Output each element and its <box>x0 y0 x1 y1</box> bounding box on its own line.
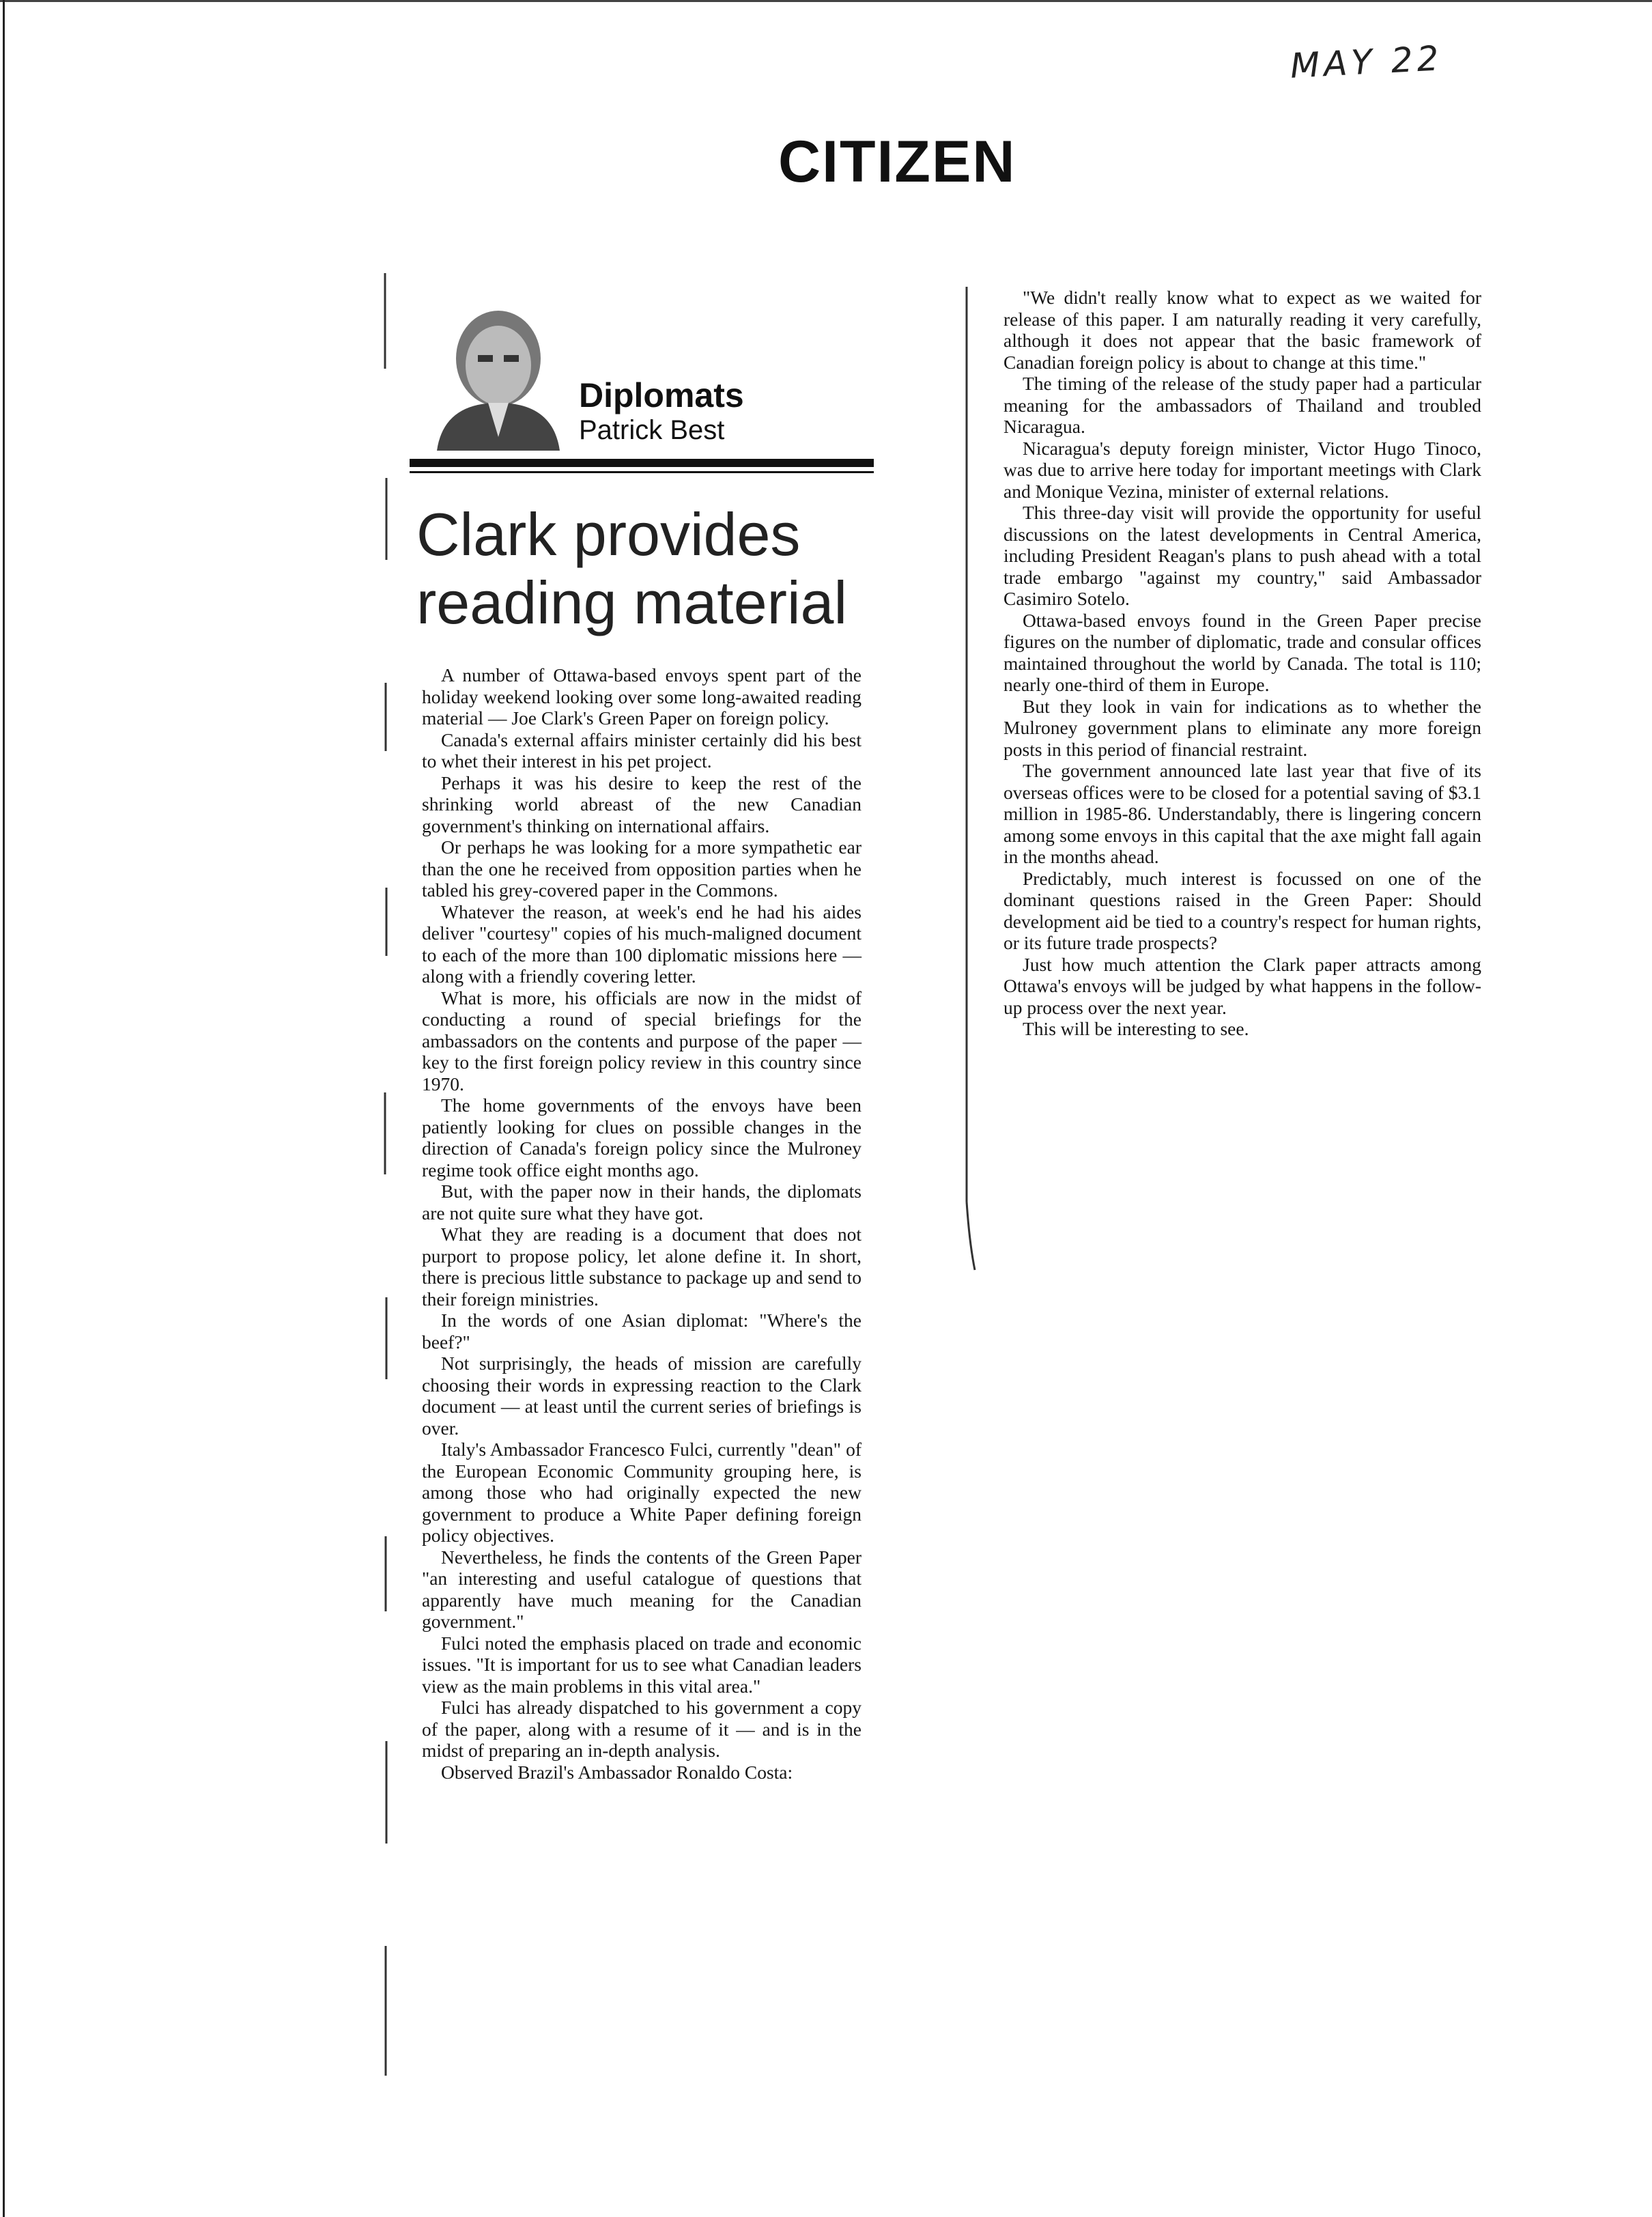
paragraph: Predictably, much interest is focussed on one of the dominant questions raised in the Green Paper: Should development aid be tied to a country's respect for human rights, or its future trade prospects? <box>1003 867 1481 953</box>
paragraph: Ottawa-based envoys found in the Green Paper precise figures on the number of diplomatic, trade and consular offices maintained throughout the world by Canada. The total is 110; nearly one-third of them in Europe. <box>1003 609 1481 695</box>
author-byline: Patrick Best <box>579 415 725 445</box>
paragraph: Italy's Ambassador Francesco Fulci, currently "dean" of the European Economic Community grouping here, is among those who had originally expected the new government to produce a White Paper defining foreign policy objectives. <box>422 1439 861 1546</box>
paragraph: Not surprisingly, the heads of mission are carefully choosing their words in expressing reaction to the Clark document — at least until the current series of briefings is over. <box>422 1353 861 1439</box>
paragraph: Canada's external affairs minister certainly did his best to whet their interest in his pet project. <box>422 729 861 772</box>
paragraph: Or perhaps he was looking for a more sympathetic ear than the one he received from opposition parties when he tabled his grey-covered paper in the Commons. <box>422 836 861 901</box>
paragraph: What is more, his officials are now in the midst of conducting a round of special briefings for the ambassadors on the contents and purpose of the paper — key to the first foreign policy review in this country since 1970. <box>422 987 861 1095</box>
right-article-body <box>997 287 1488 1040</box>
paragraph: Nicaragua's deputy foreign minister, Victor Hugo Tinoco, was due to arrive here today for important meetings with Clark and Monique Vezina, minister of external relations. <box>1003 437 1481 502</box>
headline-line-1: Clark provides <box>416 500 801 568</box>
paragraph: A number of Ottawa-based envoys spent part of the holiday weekend looking over some long-awaited reading material — Joe Clark's Green Paper on foreign policy. <box>422 664 861 729</box>
paragraph: Whatever the reason, at week's end he had his aides deliver "courtesy" copies of his much-maligned document to each of the more than 100 diplomatic missions here — along with a friendly covering letter. <box>422 901 861 987</box>
paragraph: This will be interesting to see. <box>1023 1018 1249 1039</box>
byline-rule-thin <box>410 471 874 473</box>
newspaper-masthead: CITIZEN <box>778 129 1016 195</box>
byline-rule-thick <box>410 459 874 467</box>
paragraph: Nevertheless, he finds the contents of the Green Paper "an interesting and useful catalogue of questions that apparently have much meaning for the Canadian government." <box>422 1546 861 1632</box>
paragraph: This three-day visit will provide the opportunity for useful discussions on the latest developments in Central America, including President Reagan's plans to push ahead with a total trade embargo "against my country," said Ambassador Casimiro Sotelo. <box>1003 502 1481 609</box>
headline-line-2: reading material <box>416 569 847 636</box>
paragraph: What they are reading is a document that does not purport to propose policy, let alone define it. In short, there is precious little substance to package up and send to their foreign ministries. <box>422 1224 861 1310</box>
center-margin-marks <box>963 287 976 1284</box>
column-name: Diplomats <box>579 376 744 414</box>
paragraph: The government announced late last year that five of its overseas offices were to be closed for a potential saving of $3.1 million in 1985-86. Understandably, there is lingering concern among some envoys in this capital that the axe might fall again in the months ahead. <box>1003 760 1481 867</box>
left-column <box>410 287 874 1783</box>
right-column <box>997 287 1488 1040</box>
paragraph: Fulci has already dispatched to his government a copy of the paper, along with a resume of it — and is in the midst of preparing an in-depth analysis. <box>422 1697 861 1761</box>
scan-edge-top <box>0 0 1652 2</box>
paragraph: But they look in vain for indications as to whether the Mulroney government plans to eliminate any more foreign posts in this period of financial restraint. <box>1003 695 1481 760</box>
paragraph: Fulci noted the emphasis placed on trade and economic issues. "It is important for us to see what Canadian leaders view as the main problems in this vital area." <box>422 1632 861 1697</box>
paragraph: Just how much attention the Clark paper attracts among Ottawa's envoys will be judged by what happens in the follow-up process over the next year. <box>1003 953 1481 1018</box>
paragraph: Observed Brazil's Ambassador Ronaldo Costa: <box>441 1761 793 1783</box>
left-margin-marks <box>382 273 390 2076</box>
paragraph: The timing of the release of the study paper had a particular meaning for the ambassadors of Thailand and troubled Nicaragua. <box>1003 373 1481 437</box>
paragraph: The home governments of the envoys have been patiently looking for clues on possible changes in the direction of Canada's foreign policy since the Mulroney regime took office eight months ago. <box>422 1095 861 1181</box>
left-article-body <box>410 664 874 1783</box>
paragraph: "We didn't really know what to expect as we waited for release of this paper. I am naturally reading it very carefully, although it does not appear that the basic framework of Canadian foreign policy is about to change at this time." <box>1003 287 1481 373</box>
byline-box <box>410 287 874 457</box>
paragraph: Perhaps it was his desire to keep the rest of the shrinking world abreast of the new Canadian government's thinking on international affairs. <box>422 772 861 836</box>
paragraph: In the words of one Asian diplomat: "Where's the beef?" <box>422 1310 861 1353</box>
scan-edge-left <box>3 0 5 2217</box>
handwritten-date-note: MAY 22 <box>1289 38 1444 86</box>
author-portrait-icon <box>423 300 573 451</box>
article-headline <box>416 500 874 637</box>
paragraph: But, with the paper now in their hands, the diplomats are not quite sure what they have got. <box>422 1181 861 1224</box>
